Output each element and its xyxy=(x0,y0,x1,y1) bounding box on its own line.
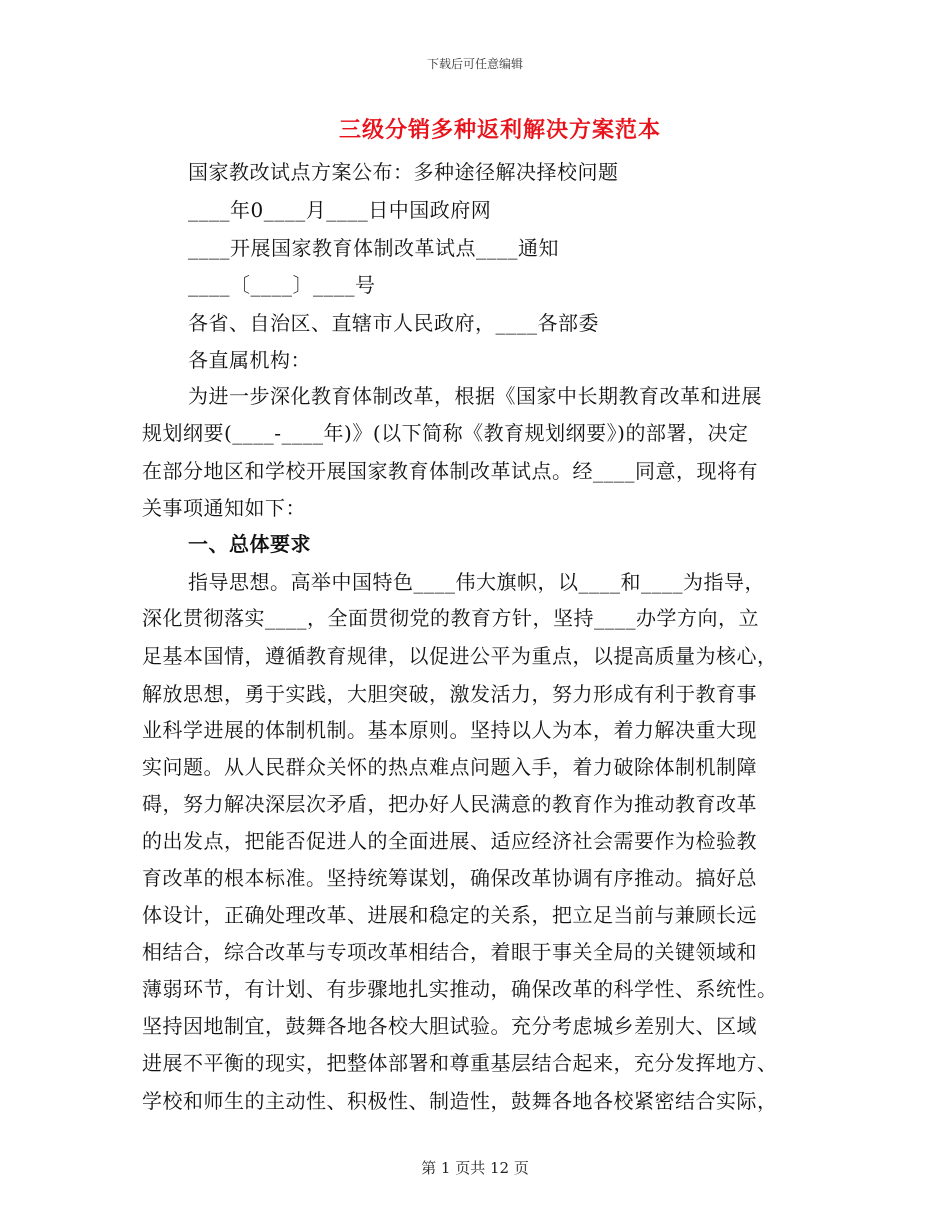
header-note: 下载后可任意编辑 xyxy=(426,57,523,71)
text-line: 相结合，综合改革与专项改革相结合，着眼于事关全局的关键领域和 xyxy=(142,940,757,964)
text-line: ____〔____〕____号 xyxy=(188,273,376,297)
text-line: ____开展国家教育体制改革试点____通知 xyxy=(188,236,559,260)
document-title: 三级分销多种返利解决方案范本 xyxy=(338,117,661,143)
text-line: 规划纲要(____-____年)》(以下简称《教育规划纲要》)的部署，决定 xyxy=(142,421,749,445)
page-footer: 第 1 页共 12 页 xyxy=(421,1159,529,1177)
text-line: 的出发点，把能否促进人的全面进展、适应经济社会需要作为检验教 xyxy=(142,829,757,853)
text-line: 在部分地区和学校开展国家教育体制改革试点。经____同意，现将有 xyxy=(142,459,758,483)
text-line: 坚持因地制宜，鼓舞各地各校大胆试验。充分考虑城乡差别大、区域 xyxy=(142,1014,757,1038)
text-line: 足基本国情，遵循教育规律，以促进公平为重点，以提高质量为核心， xyxy=(142,644,778,668)
text-line: 为进一步深化教育体制改革，根据《国家中长期教育改革和进展 xyxy=(188,384,762,408)
text-line: 各省、自治区、直辖市人民政府，____各部委 xyxy=(188,311,599,335)
text-line: 学校和师生的主动性、积极性、制造性，鼓舞各地各校紧密结合实际， xyxy=(142,1089,778,1113)
text-line: 深化贯彻落实____，全面贯彻党的教育方针，坚持____办学方向，立 xyxy=(142,606,759,630)
text-line: 进展不平衡的现实，把整体部署和尊重基层结合起来，充分发挥地方、 xyxy=(142,1051,778,1075)
text-line: 解放思想，勇于实践，大胆突破，激发活力，努力形成有利于教育事 xyxy=(142,682,757,706)
text-line: 碍，努力解决深层次矛盾，把办好人民满意的教育作为推动教育改革 xyxy=(142,792,757,816)
section-heading: 一、总体要求 xyxy=(188,532,311,556)
text-line: 薄弱环节，有计划、有步骤地扎实推动，确保改革的科学性、系统性。 xyxy=(142,977,778,1001)
text-line: 关事项通知如下： xyxy=(142,496,306,520)
text-line: 育改革的根本标准。坚持统筹谋划，确保改革协调有序推动。搞好总 xyxy=(142,866,757,890)
text-line: 国家教改试点方案公布：多种途径解决择校问题 xyxy=(188,160,619,184)
text-line: 业科学进展的体制机制。基本原则。坚持以人为本，着力解决重大现 xyxy=(142,718,757,742)
text-line: 实问题。从人民群众关怀的热点难点问题入手，着力破除体制机制障 xyxy=(142,755,757,779)
text-line: 指导思想。高举中国特色____伟大旗帜，以____和____为指导， xyxy=(188,570,765,594)
text-line: 各直属机构： xyxy=(188,348,311,372)
text-line: ____年0____月____日中国政府网 xyxy=(188,198,492,222)
text-line: 体设计，正确处理改革、进展和稳定的关系，把立足当前与兼顾长远 xyxy=(142,903,757,927)
